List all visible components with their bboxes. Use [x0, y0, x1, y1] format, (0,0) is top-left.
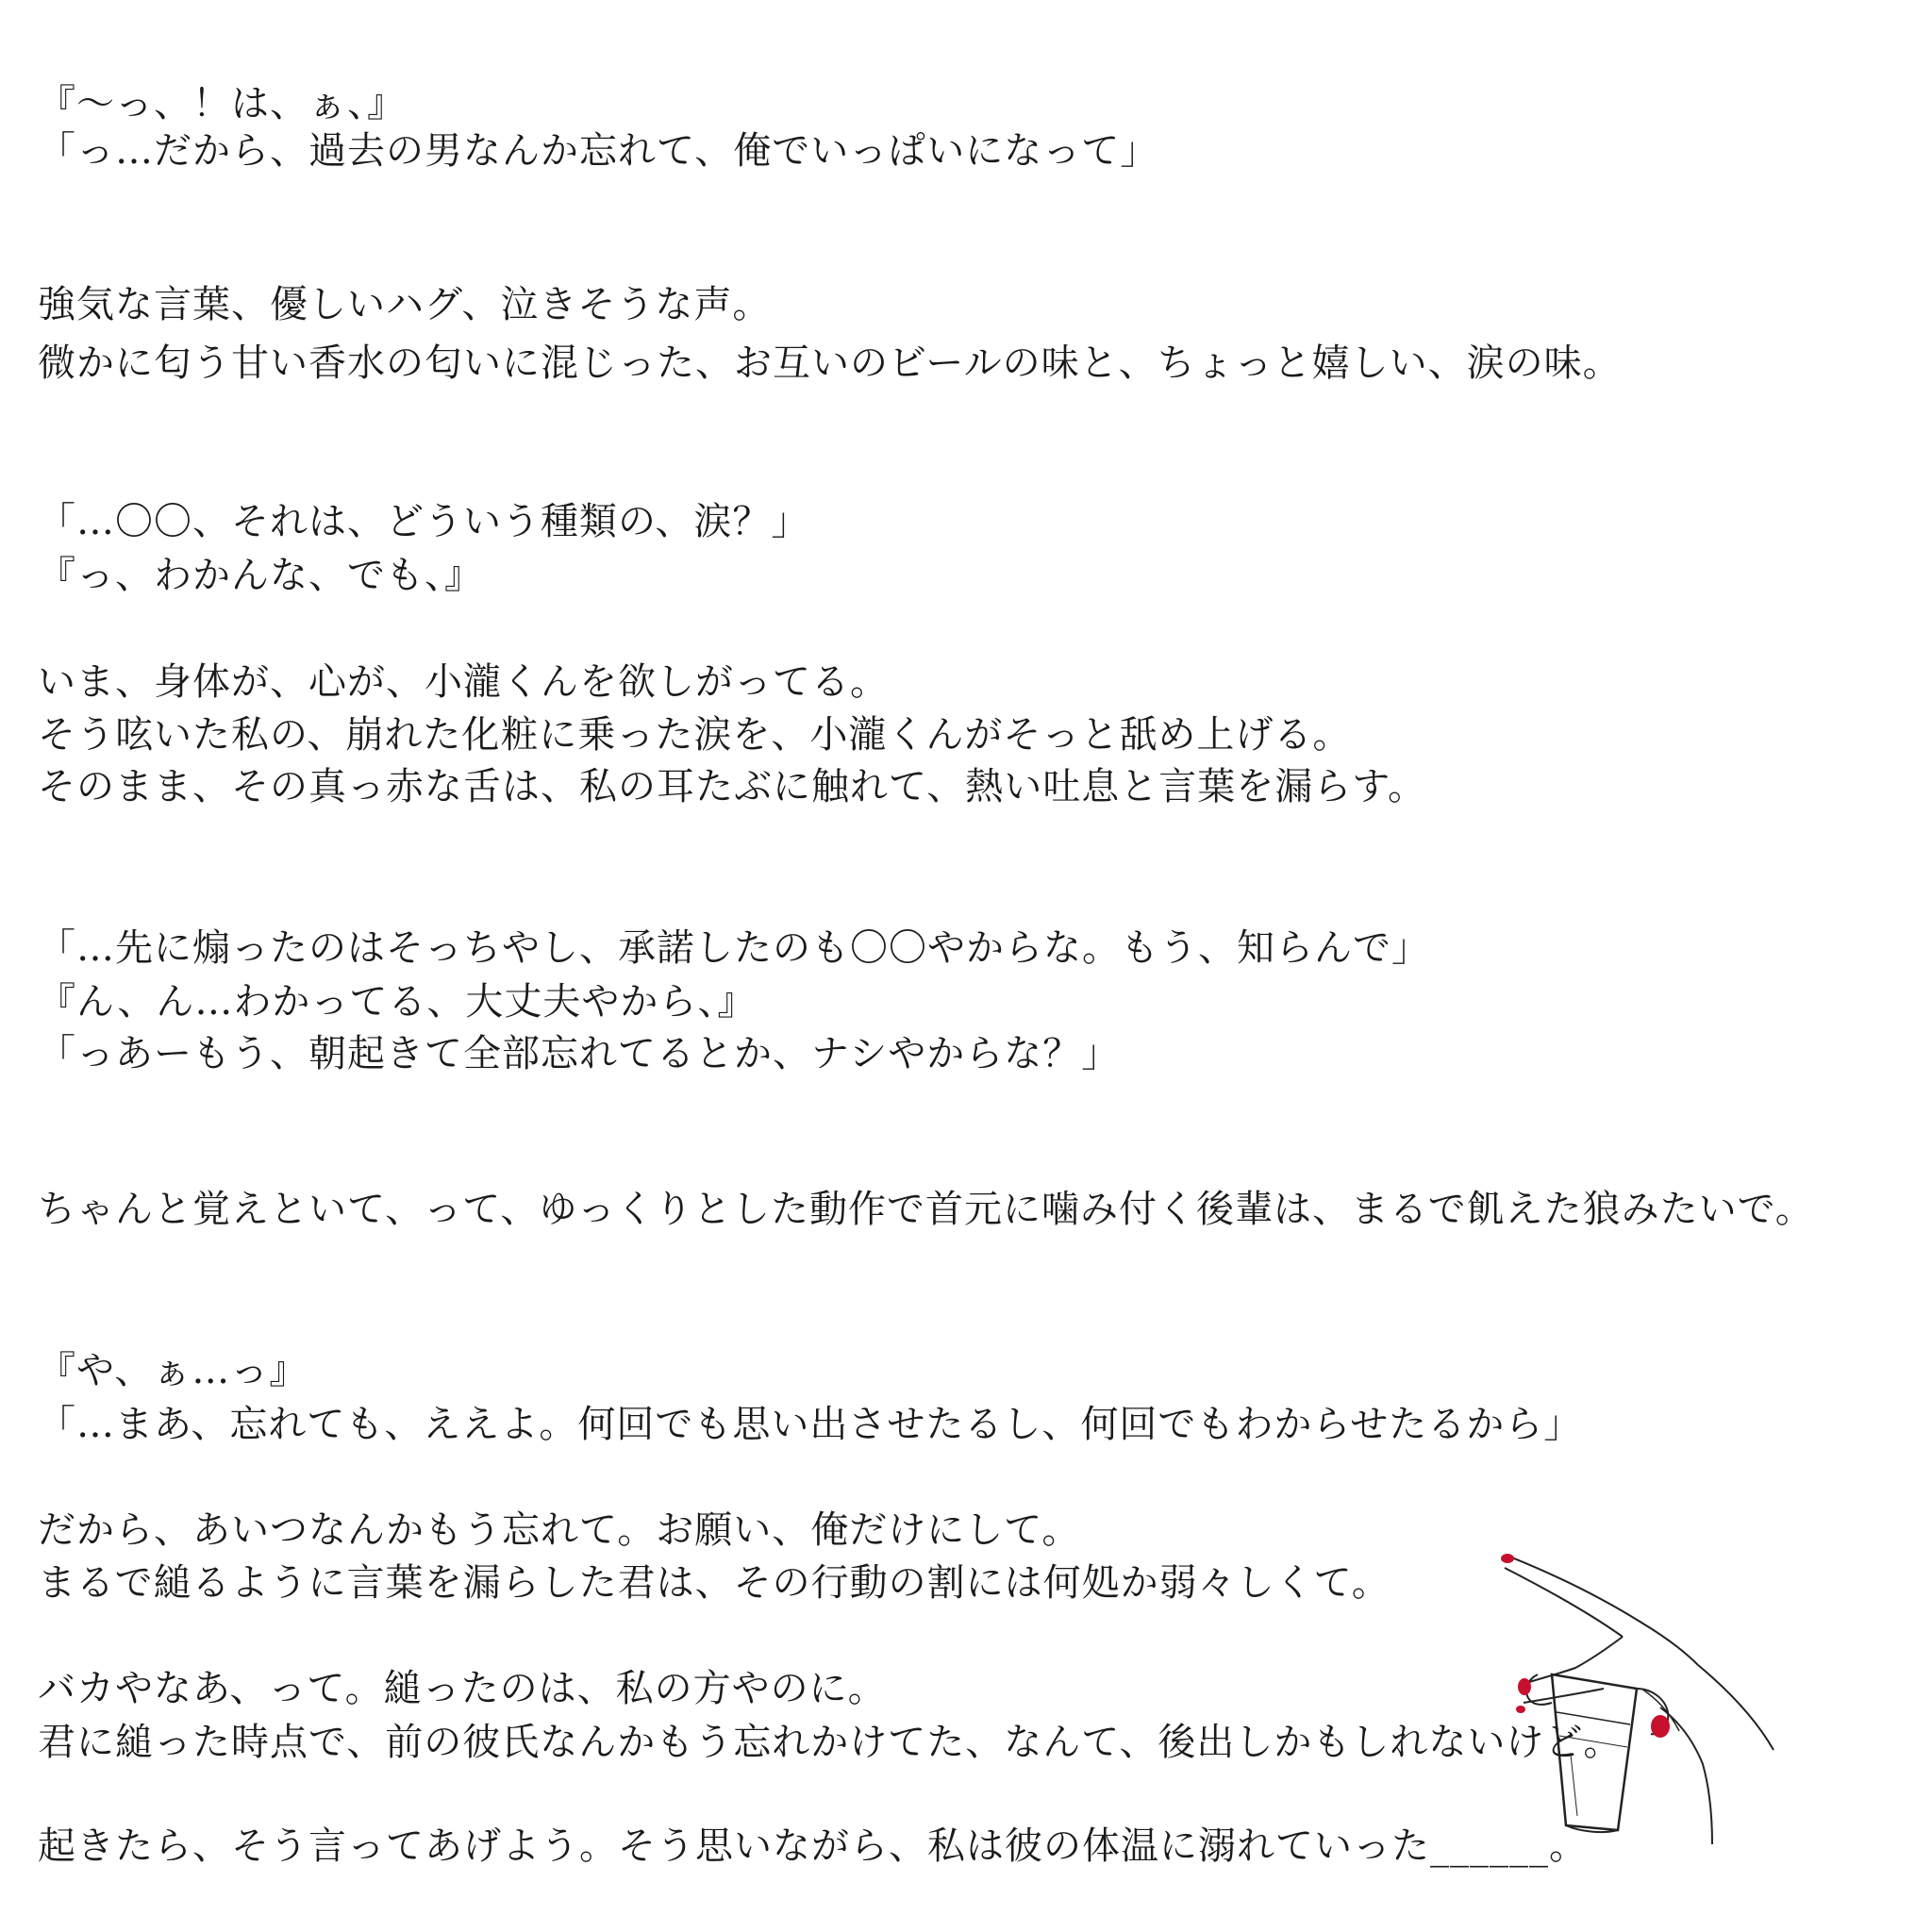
text-line-17: まるで縋るように言葉を漏らした君は、その行動の割には何処か弱々しくて。 — [38, 1561, 1391, 1605]
text-line-13: ちゃんと覚えといて、って、ゆっくりとした動作で首元に噛み付く後輩は、まるで飢えた狼みたいで。 — [38, 1188, 1814, 1231]
text-line-12: 「っあーもう、朝起きて全部忘れてるとか、ナシやからな？」 — [38, 1032, 1121, 1075]
text-line-5: 「…〇〇、それは、どういう種類の、涙？」 — [38, 500, 810, 543]
text-line-8: そう呟いた私の、崩れた化粧に乗った涙を、小瀧くんがそっと舐め上げる。 — [38, 713, 1352, 757]
text-line-19: 君に縋った時点で、前の彼氏なんかもう忘れかけてた、なんて、後出しかもしれないけど。 — [38, 1721, 1623, 1764]
text-line-18: バカやなあ、って。縋ったのは、私の方やのに。 — [38, 1667, 887, 1710]
nail-small — [1516, 1706, 1525, 1713]
hand-holding-glass-illustration — [1500, 1547, 1811, 1849]
nail-thumb — [1518, 1678, 1531, 1695]
text-line-11: 『ん、ん…わかってる、大丈夫やから、』 — [38, 980, 757, 1024]
text-line-2: 「っ…だから、過去の男なんか忘れて、俺でいっぱいになって」 — [38, 129, 1159, 173]
text-line-3: 強気な言葉、優しいハグ、泣きそうな声。 — [38, 283, 772, 326]
text-line-7: いま、身体が、心が、小瀧くんを欲しがってる。 — [38, 660, 889, 704]
text-line-1: 『〜っ、！は、ぁ、』 — [38, 82, 406, 125]
text-line-20: 起きたら、そう言ってあげよう。そう思いながら、私は彼の体温に溺れていった______。 — [38, 1824, 1588, 1868]
text-line-14: 『や、ぁ…っ』 — [38, 1349, 308, 1392]
text-line-15: 「…まあ、忘れても、ええよ。何回でも思い出させたるし、何回でもわからせたるから」 — [38, 1403, 1583, 1446]
text-line-9: そのまま、その真っ赤な舌は、私の耳たぶに触れて、熱い吐息と言葉を漏らす。 — [38, 765, 1426, 808]
text-line-16: だから、あいつなんかもう忘れて。お願い、俺だけにして。 — [38, 1508, 1081, 1552]
nail-index — [1501, 1554, 1514, 1563]
text-line-10: 「…先に煽ったのはそっちやし、承諾したのも〇〇やからな。もう、知らんで」 — [38, 926, 1430, 970]
text-line-4: 微かに匂う甘い香水の匂いに混じった、お互いのビールの味と、ちょっと嬉しい、涙の味。 — [38, 341, 1622, 385]
nail-middle — [1651, 1715, 1670, 1738]
text-line-6: 『っ、わかんな、でも、』 — [38, 554, 483, 597]
